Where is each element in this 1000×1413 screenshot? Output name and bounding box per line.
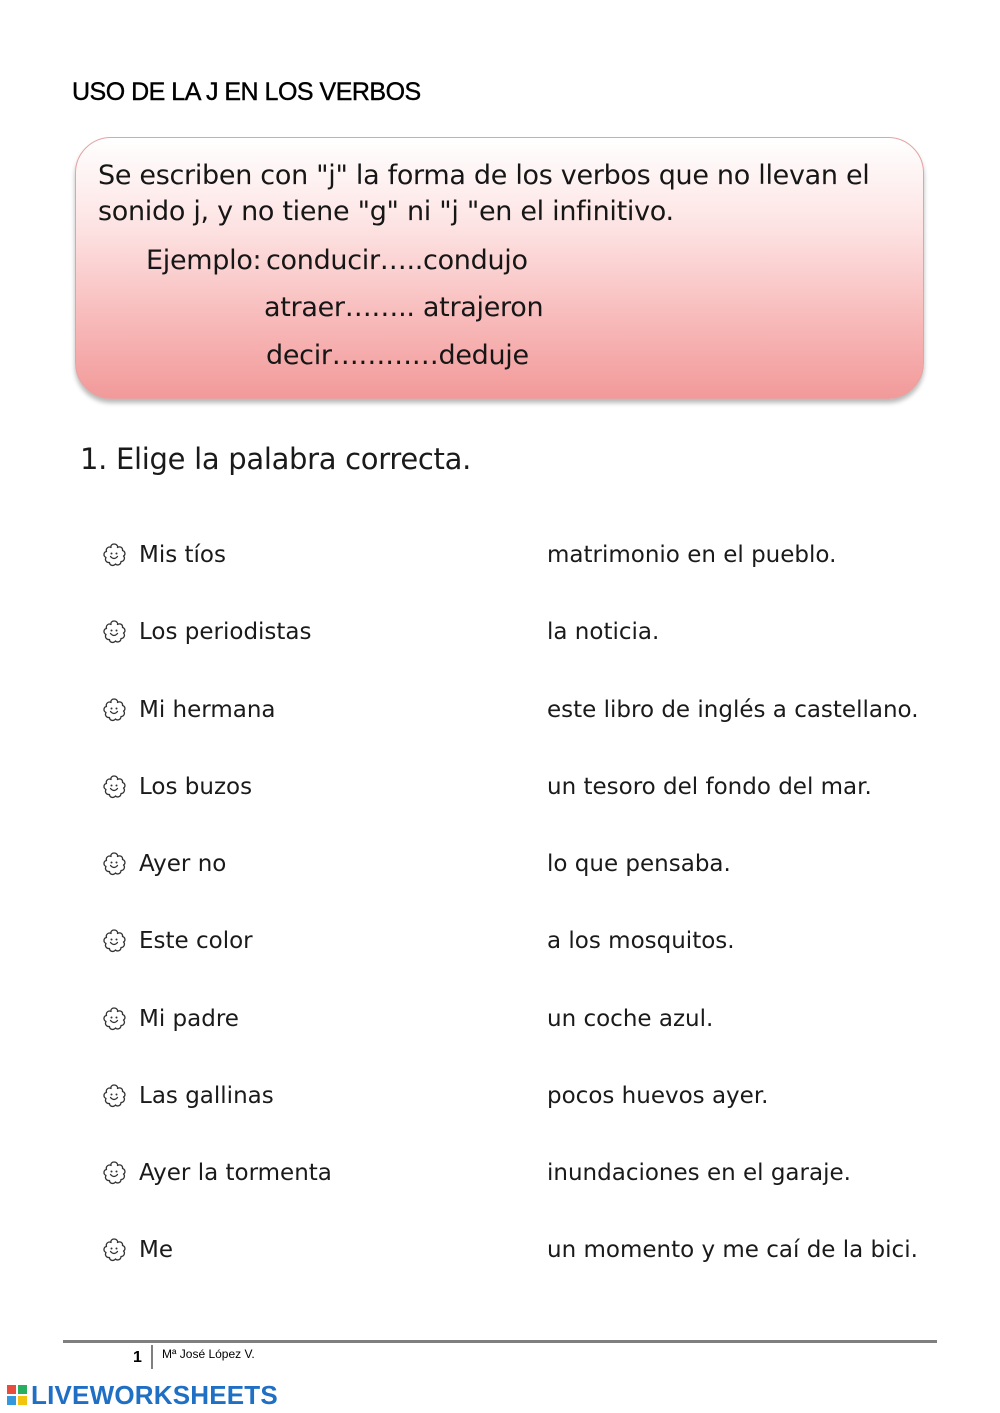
sentence-start: Mi padre [139,1006,239,1032]
list-item [100,850,920,880]
list-item [100,1159,920,1189]
list-item [100,1082,920,1112]
sentence-end: un coche azul. [547,1006,714,1032]
smiley-flower-icon [100,1236,128,1264]
smiley-flower-icon [100,618,128,646]
smiley-flower-icon [100,1159,128,1187]
sentence-end: pocos huevos ayer. [547,1083,769,1109]
sentence-end: la noticia. [547,619,660,645]
sentence-start: Los periodistas [139,619,312,645]
sentence-end: lo que pensaba. [547,851,731,877]
liveworksheets-logo-icon [6,1384,28,1406]
list-item [100,618,920,648]
list-item [100,927,920,957]
brand-name: LIVEWORKSHEETS [31,1379,278,1410]
sentence-start: Ayer la tormenta [139,1160,332,1186]
sentence-end: un momento y me caí de la bici. [547,1237,918,1263]
exercise-title: 1. Elige la palabra correcta. [80,442,471,476]
sentence-start: Me [139,1237,173,1263]
sentence-end: este libro de inglés a castellano. [547,697,919,723]
brand-logo[interactable] [6,1381,278,1409]
list-item [100,541,920,571]
smiley-flower-icon [100,1005,128,1033]
sentence-start: Los buzos [139,774,253,800]
smiley-flower-icon [100,696,128,724]
smiley-flower-icon [100,927,128,955]
list-item [100,696,920,726]
sentence-start: Las gallinas [139,1083,274,1109]
worksheet-title: USO DE LA J EN LOS VERBOS [72,78,421,106]
sentence-end: matrimonio en el pueblo. [547,542,837,568]
example-2: atraer…….. atrajeron [264,292,544,323]
sentence-start: Mi hermana [139,697,276,723]
footer-divider [63,1340,937,1343]
sentence-start: Este color [139,928,253,954]
sentence-end: un tesoro del fondo del mar. [547,774,872,800]
sentence-end: a los mosquitos. [547,928,735,954]
rule-box [75,137,924,399]
list-item [100,773,920,803]
smiley-flower-icon [100,850,128,878]
example-3: decir…………deduje [266,340,529,371]
rule-text: Se escriben con "j" la forma de los verbos que no llevan el sonido j, y no tiene "g" ni "j "en el infinitivo. [98,160,870,227]
smiley-flower-icon [100,773,128,801]
smiley-flower-icon [100,541,128,569]
list-item [100,1236,920,1266]
sentence-start: Ayer no [139,851,227,877]
sentence-start: Mis tíos [139,542,226,568]
footer-separator [151,1345,153,1369]
list-item [100,1005,920,1035]
page-number: 1 [133,1349,142,1366]
example-label: Ejemplo: [146,245,262,276]
author-name: Mª José López V. [162,1347,255,1361]
sentence-end: inundaciones en el garaje. [547,1160,851,1186]
smiley-flower-icon [100,1082,128,1110]
example-1: conducir…..condujo [266,245,528,276]
